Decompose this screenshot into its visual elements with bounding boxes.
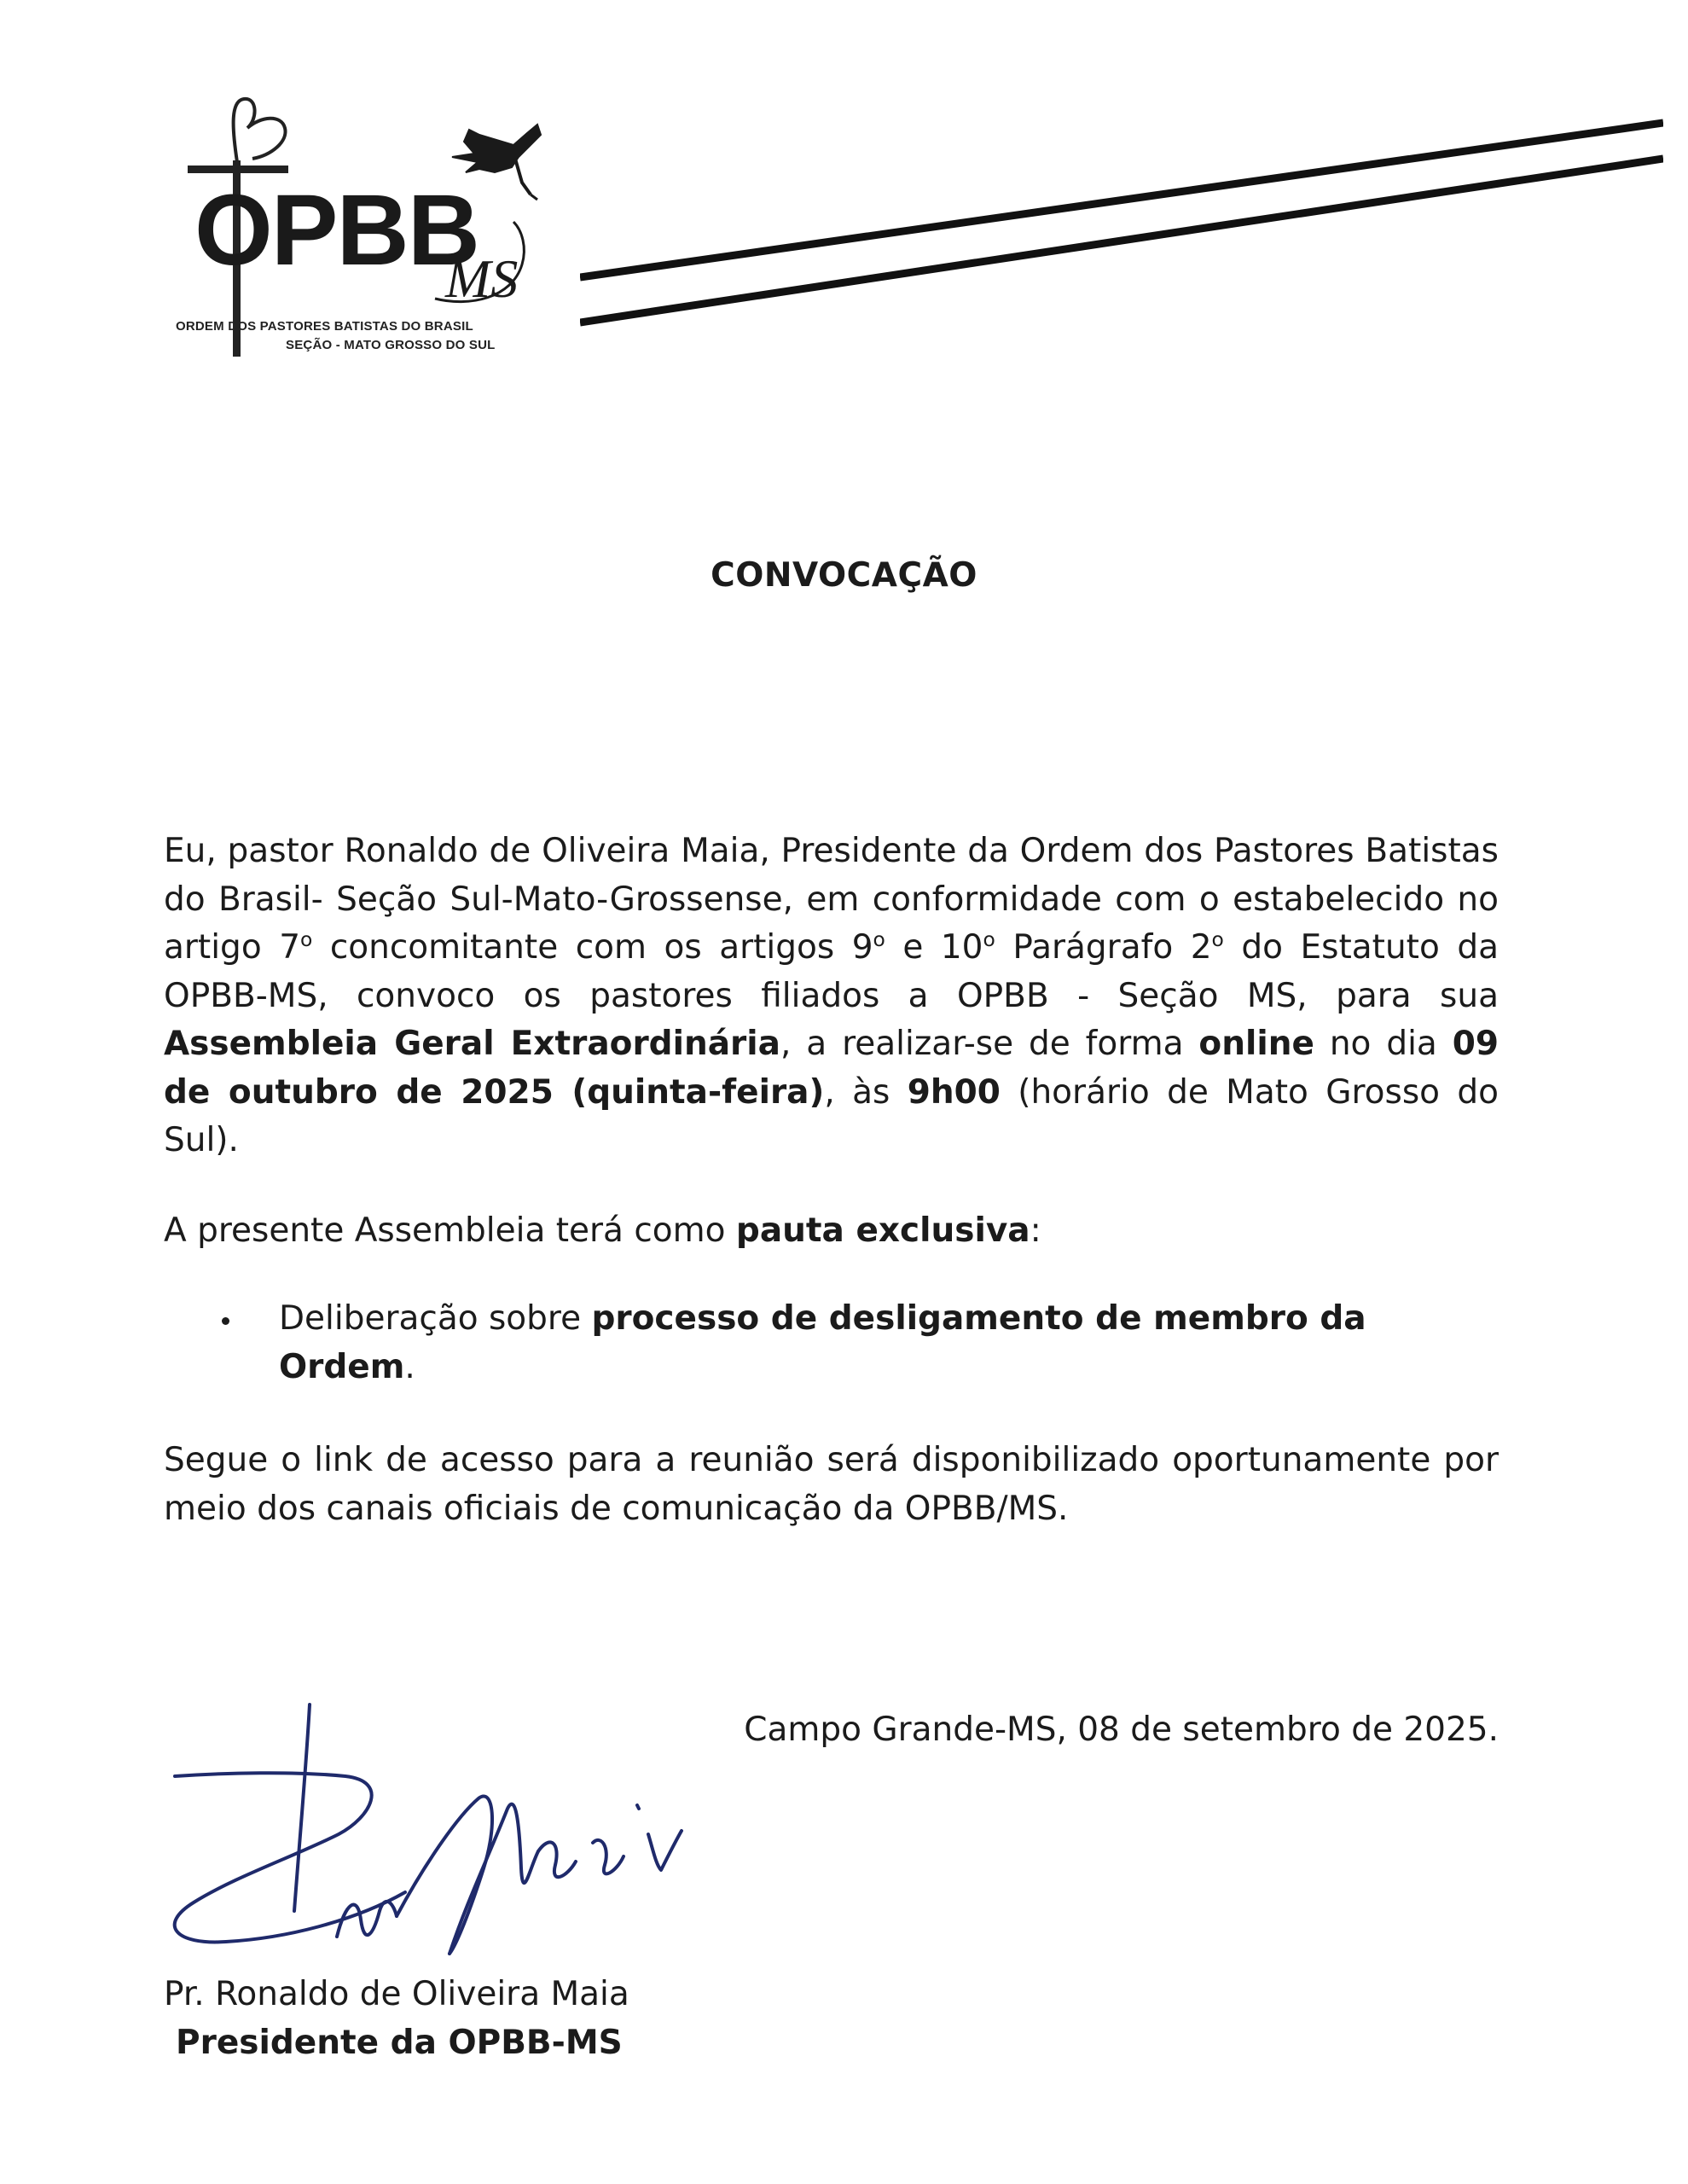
assembly-type: Assembleia Geral Extraordinária: [164, 1025, 780, 1063]
signer-role: Presidente da OPBB-MS: [176, 2024, 623, 2062]
meeting-mode: online: [1198, 1025, 1314, 1063]
meeting-time: 9h00: [907, 1072, 1001, 1112]
agenda-list-item: [164, 1295, 1499, 1391]
header-decorative-lines: [580, 111, 1663, 341]
signer-name: Pr. Ronaldo de Oliveira Maia: [164, 1975, 629, 2013]
logo-suffix: MS: [445, 248, 519, 309]
agenda-item-text: Deliberação sobre processo de desligamento de membro da Ordem.: [279, 1299, 1366, 1386]
heart-scroll-icon: [234, 99, 286, 162]
cross-horizontal: [188, 166, 288, 173]
logo-caption-line1: ORDEM DOS PASTORES BATISTAS DO BRASIL: [176, 319, 473, 334]
handwritten-signature: [149, 1698, 704, 1988]
header-line-bottom: [580, 159, 1663, 322]
logo-caption-line2: SEÇÃO - MATO GROSSO DO SUL: [286, 338, 496, 352]
header-line-top: [580, 123, 1663, 277]
access-link-paragraph: Segue o link de acesso para a reunião será disponibilizado oportunamente por meio dos canais oficiais de comunicação da OPBB/MS.: [164, 1441, 1499, 1528]
logo-wordmark: OPBB: [194, 174, 479, 287]
agenda-intro: A presente Assembleia terá como pauta exclusiva:: [164, 1211, 1041, 1250]
meeting-date: 09 de outubro de 2025 (quinta-feira): [164, 1025, 1499, 1112]
place-date-line: Campo Grande-MS, 08 de setembro de 2025.: [744, 1711, 1499, 1749]
convocation-paragraph: Eu, pastor Ronaldo de Oliveira Maia, Presidente da Ordem dos Pastores Batistas do Brasil- Seção Sul-Mato-Grossense, em conformidade com o estabelecido no artigo 7$^o$ concomitante com os artigos 9$^o$ e 10$^o$ Parágrafo 2$^o$ do Estatuto da OPBB-MS, convoco os pastores filiados a OPBB - Seção MS, para sua Assembleia Geral Extraordinária, a realizar-se de forma online no dia 09 de outubro de 2025 (quinta-feira), às 9h00 (horário de Mato Grosso do Sul).: [164, 832, 1499, 1159]
document-title: CONVOCAÇÃO: [711, 556, 977, 595]
bullet-icon: [222, 1317, 229, 1325]
